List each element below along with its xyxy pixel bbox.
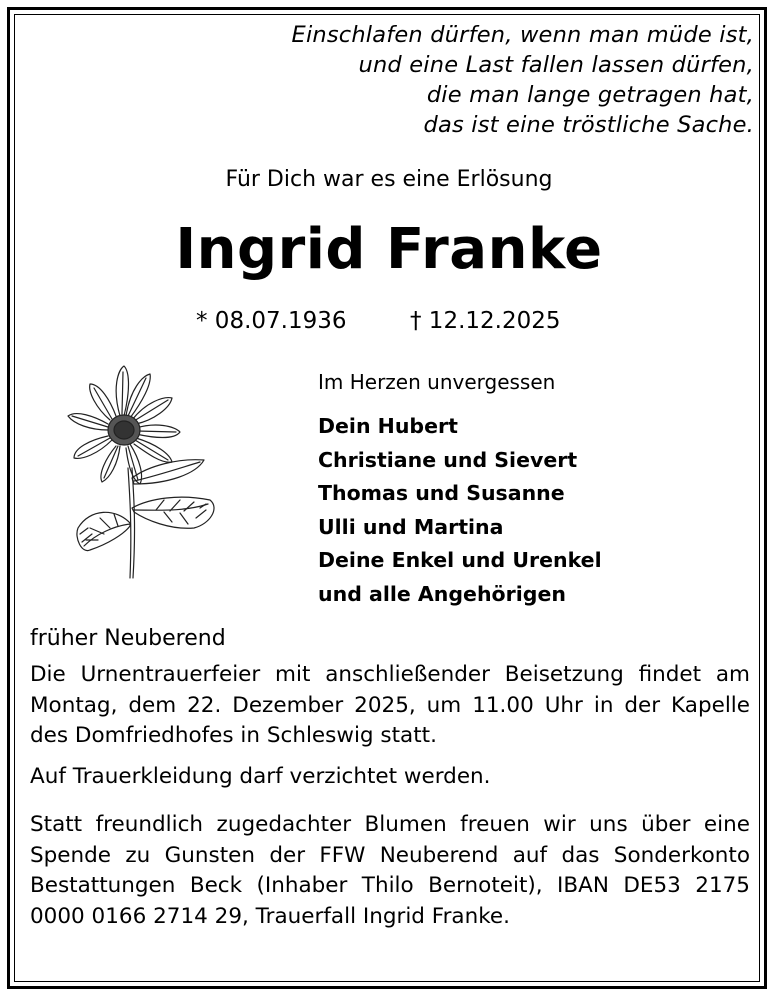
family-list xyxy=(318,410,602,612)
deceased-name: Ingrid Franke xyxy=(175,217,603,282)
sunflower-icon xyxy=(60,358,240,580)
family-member: Ulli und Martina xyxy=(318,514,504,539)
ceremony-paragraph: Die Urnentrauerfeier mit anschließender Beisetzung findet am Montag, dem 22. Dezember 2025, um 11.00 Uhr in der Kapelle des Domfriedhofes in Schleswig statt. xyxy=(30,662,750,748)
clothing-paragraph: Auf Trauerkleidung darf verzichtet werden. xyxy=(30,764,491,789)
relief-text: Für Dich war es eine Erlösung xyxy=(225,167,553,192)
quote-line: das ist eine tröstliche Sache. xyxy=(423,112,754,138)
memory-text: Im Herzen unvergessen xyxy=(318,370,556,394)
family-member: Christiane und Sievert xyxy=(318,447,578,472)
family-member: Thomas und Susanne xyxy=(318,481,565,506)
death-date: † 12.12.2025 xyxy=(410,308,561,334)
donation-paragraph: Statt freundlich zugedachter Blumen freuen wir uns über eine Spende zu Gunsten der FFW Neuberend auf das Sonderkonto Bestattungen Beck (Inhaber Thilo Bernoteit), IBAN DE53 2175 0000 0166 2714 29, Trauerfall Ingrid Franke. xyxy=(30,812,750,929)
family-member: Dein Hubert xyxy=(318,414,458,438)
family-member: und alle Angehörigen xyxy=(318,581,566,606)
formerly-location: früher Neuberend xyxy=(30,626,226,651)
quote-line: Einschlafen dürfen, wenn man müde ist, xyxy=(291,22,754,48)
quote-line: die man lange getragen hat, xyxy=(426,82,754,108)
family-member: Deine Enkel und Urenkel xyxy=(318,548,602,573)
quote-block xyxy=(154,20,754,140)
birth-date: * 08.07.1936 xyxy=(196,308,347,334)
quote-line: und eine Last fallen lassen dürfen, xyxy=(358,52,754,78)
